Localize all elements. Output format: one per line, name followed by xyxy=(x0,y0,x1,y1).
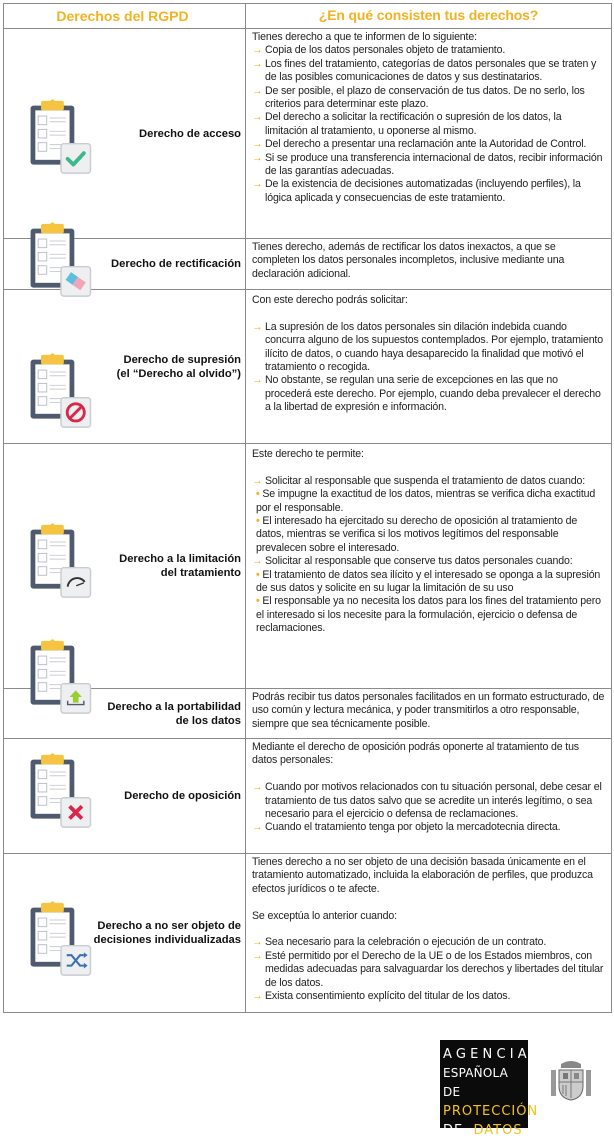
arrow-icon: → xyxy=(252,44,263,57)
header-rights: Derechos del RGPD xyxy=(4,4,246,28)
right-title: Derecho de acceso xyxy=(139,127,241,140)
list-item: → De ser posible, el plazo de conservación de tus datos. De no serlo, los criterios para determinar este plazo. xyxy=(252,84,585,111)
right-description: Podrás recibir tus datos personales facilitados en un formato estructurado, de uso común y lectura mecánica, y poder transmitirlos a otro responsable, siempre que sea técnicamente posible. xyxy=(252,691,605,730)
clipboard-eraser-icon xyxy=(25,221,97,299)
arrow-icon: → xyxy=(252,57,263,70)
bullet-dot-icon: • xyxy=(256,488,260,501)
right-description: Tienes derecho a no ser objeto de una decisión basada únicamente en el tratamiento automatizado, incluida la elaboración de perfiles, que produzca efectos jurídicos o te afecte. Se exceptúa lo anterior cuando: → Sea necesario para la celebración o ejecución de un contrato. → Esté permitido por el Derecho de la UE o de los Estados miembros, con medidas adecuadas para salvaguardar los derechos y libertades del titular de los datos. → Exista consentimiento explícito del titular de los datos. xyxy=(252,856,604,1003)
sub-item: • El responsable ya no necesita los datos para los fines del tratamiento pero el interesado si los necesite para la formulación, ejercicio o defensa de reclamaciones. xyxy=(256,595,601,635)
arrow-icon: → xyxy=(252,936,263,949)
arrow-icon: → xyxy=(252,84,263,97)
sub-item: • El interesado ha ejercitado su derecho de oposición al tratamiento de datos, mientras se verifica si los motivos legítimos del responsable prevalecen sobre el interesado. xyxy=(256,515,578,554)
arrow-icon: → xyxy=(252,374,263,387)
list-item: → Del derecho a presentar una reclamación ante la Autoridad de Control. xyxy=(252,138,587,151)
arrow-icon: → xyxy=(252,178,263,191)
clipboard-cross-icon xyxy=(25,752,97,830)
right-description: Este derecho te permite: → Solicitar al responsable que suspenda el tratamiento de datos cuando: • Se impugne la exactitud de los datos, mientras se verifica dicha exactitud por el responsable. • El interesado ha ejercitado su derecho de oposición al tratamiento de datos, mientras se verifica si los motivos legítimos del responsable prevalecen sobre el interesado. → Solicitar al responsable que conserve tus datos personales cuando: • El tratamiento de datos sea ilícito y el interesado se oponga a la supresión de sus datos y solicite en su lugar la limitación de su uso • El responsable ya no necesita los datos para los fines del tratamiento pero el interesado si los necesite para la formulación, ejercicio o defensa de reclamaciones. xyxy=(246,444,611,688)
right-title: Derecho de supresión (el “Derecho al olvido”) xyxy=(116,353,241,380)
right-title: Derecho a la portabilidad de los datos xyxy=(107,700,241,727)
table-header xyxy=(4,4,611,29)
sub-item: • El tratamiento de datos sea ilícito y el interesado se oponga a la supresión de sus datos y solicite en su lugar la limitación de su uso xyxy=(256,568,601,595)
clipboard-upload-icon xyxy=(25,638,97,716)
arrow-icon: → xyxy=(252,781,263,794)
list-item: → Cuando por motivos relacionados con tu situación personal, debe cesar el tratamiento de tus datos salvo que se acredite un interés legítimo, o sea necesario para el ejercicio o defensa de reclamaciones. xyxy=(252,781,602,821)
header-description: ¿En qué consisten tus derechos? xyxy=(318,6,539,23)
list-item: → Sea necesario para la celebración o ejecución de un contrato. xyxy=(252,936,547,949)
list-item: → Del derecho a solicitar la rectificación o supresión de los datos, la limitación al tratamiento, u oponerse al mismo. xyxy=(252,111,562,137)
spain-coat-of-arms-icon xyxy=(548,1058,594,1104)
clipboard-prohibited-icon xyxy=(25,352,97,430)
arrow-icon: → xyxy=(252,474,263,487)
right-title: Derecho a la limitación del tratamiento xyxy=(119,553,241,579)
clipboard-check-icon xyxy=(25,98,97,176)
right-title: Derecho de oposición xyxy=(124,790,241,802)
right-title: Derecho a no ser objeto de decisiones individualizadas xyxy=(93,920,241,946)
sub-item: • Se impugne la exactitud de los datos, mientras se verifica dicha exactitud por el responsable. xyxy=(256,488,596,514)
list-item: → Solicitar al responsable que conserve tus datos personales cuando: xyxy=(252,555,573,568)
arrow-icon: → xyxy=(252,555,263,568)
list-item: → Solicitar al responsable que suspenda el tratamiento de datos cuando: xyxy=(252,474,586,487)
right-description: Con este derecho podrás solicitar: → La supresión de los datos personales sin dilación indebida cuando concurra alguno de los supuestos contemplados. Por ejemplo, tratamiento ilícito de datos, o cuando haya desaparecido la finalidad que motivó el tratamiento o recogida. → No obstante, se regulan una serie de excepciones en las que no procederá este derecho. Por ejemplo, cuando deba prevalecer el derecho a la libertad de expresión e información. xyxy=(246,290,611,443)
list-item: → Los fines del tratamiento, categorías de datos personales que se traten y de las posibles comunicaciones de datos y sus destinatarios. xyxy=(252,57,597,84)
right-title: Derecho de rectificación xyxy=(111,258,241,270)
arrow-icon: → xyxy=(252,949,263,962)
list-item: → Exista consentimiento explícito del titular de los datos. xyxy=(252,990,511,1003)
right-description: Mediante el derecho de oposición podrás oponerte al tratamiento de tus datos personales: → Cuando por motivos relacionados con tu situación personal, debe cesar el tratamiento de tus datos salvo que se acredite un interés legítimo, o sea necesario para el ejercicio o defensa de reclamaciones. → Cuando el tratamiento tenga por objeto la mercadotecnia directa. xyxy=(246,739,611,853)
list-item: → No obstante, se regulan una serie de excepciones en las que no procederá este derecho. Por ejemplo, cuando deba prevalecer el derecho a la libertad de expresión e información. xyxy=(252,374,601,414)
bullet-dot-icon: • xyxy=(256,595,260,608)
right-description: Tienes derecho a que te informen de lo siguiente: → Copia de los datos personales objeto de tratamiento. → Los fines del tratamiento, categorías de datos personales que se traten y de las posibles comunicaciones de datos y sus destinatarios. → De ser posible, el plazo de conservación de tus datos. De no serlo, los criterios para determinar este plazo. → Del derecho a solicitar la rectificación o supresión de los datos, la limitación al tratamiento, u oponerse al mismo. → Del derecho a presentar una reclamación ante la Autoridad de Control. → Si se produce una transferencia internacional de datos, recibir información de las garantías adecuadas. → De la existencia de decisiones automatizadas (incluyendo perfiles), la lógica aplicada y consecuencias de este tratamiento. xyxy=(246,29,611,238)
list-item: → De la existencia de decisiones automatizadas (incluyendo perfiles), la lógica aplicada y consecuencias de este tratamiento. xyxy=(252,178,581,204)
arrow-icon: → xyxy=(252,990,263,1003)
list-item: → Esté permitido por el Derecho de la UE o de los Estados miembros, con medidas adecuadas para salvaguardar los derechos y libertades del titular de los datos. xyxy=(252,949,604,989)
arrow-icon: → xyxy=(252,320,263,333)
clipboard-gauge-icon xyxy=(25,522,97,600)
aepd-logo: AGENCIA ESPAÑOLA DE PROTECCIÓN DE DATOS xyxy=(440,1040,528,1128)
bullet-dot-icon: • xyxy=(256,515,260,528)
clipboard-shuffle-icon xyxy=(25,900,97,978)
arrow-icon: → xyxy=(252,138,263,151)
list-item: → La supresión de los datos personales sin dilación indebida cuando concurra alguno de los supuestos contemplados. Por ejemplo, tratamiento ilícito de datos, o cuando haya desaparecido la finalidad que motivó el tratamiento o recogida. xyxy=(252,320,603,374)
arrow-icon: → xyxy=(252,821,263,834)
right-description: Tienes derecho, además de rectificar los datos inexactos, a que se completen los datos personales incompletos, inclusive mediante una declaración adicional. xyxy=(252,241,565,280)
arrow-icon: → xyxy=(252,111,263,124)
arrow-icon: → xyxy=(252,151,263,164)
bullet-dot-icon: • xyxy=(256,568,260,581)
list-item: → Si se produce una transferencia internacional de datos, recibir información de las garantías adecuadas. xyxy=(252,151,603,178)
list-item: → Copia de los datos personales objeto de tratamiento. xyxy=(252,44,506,57)
list-item: → Cuando el tratamiento tenga por objeto la mercadotecnia directa. xyxy=(252,821,561,834)
